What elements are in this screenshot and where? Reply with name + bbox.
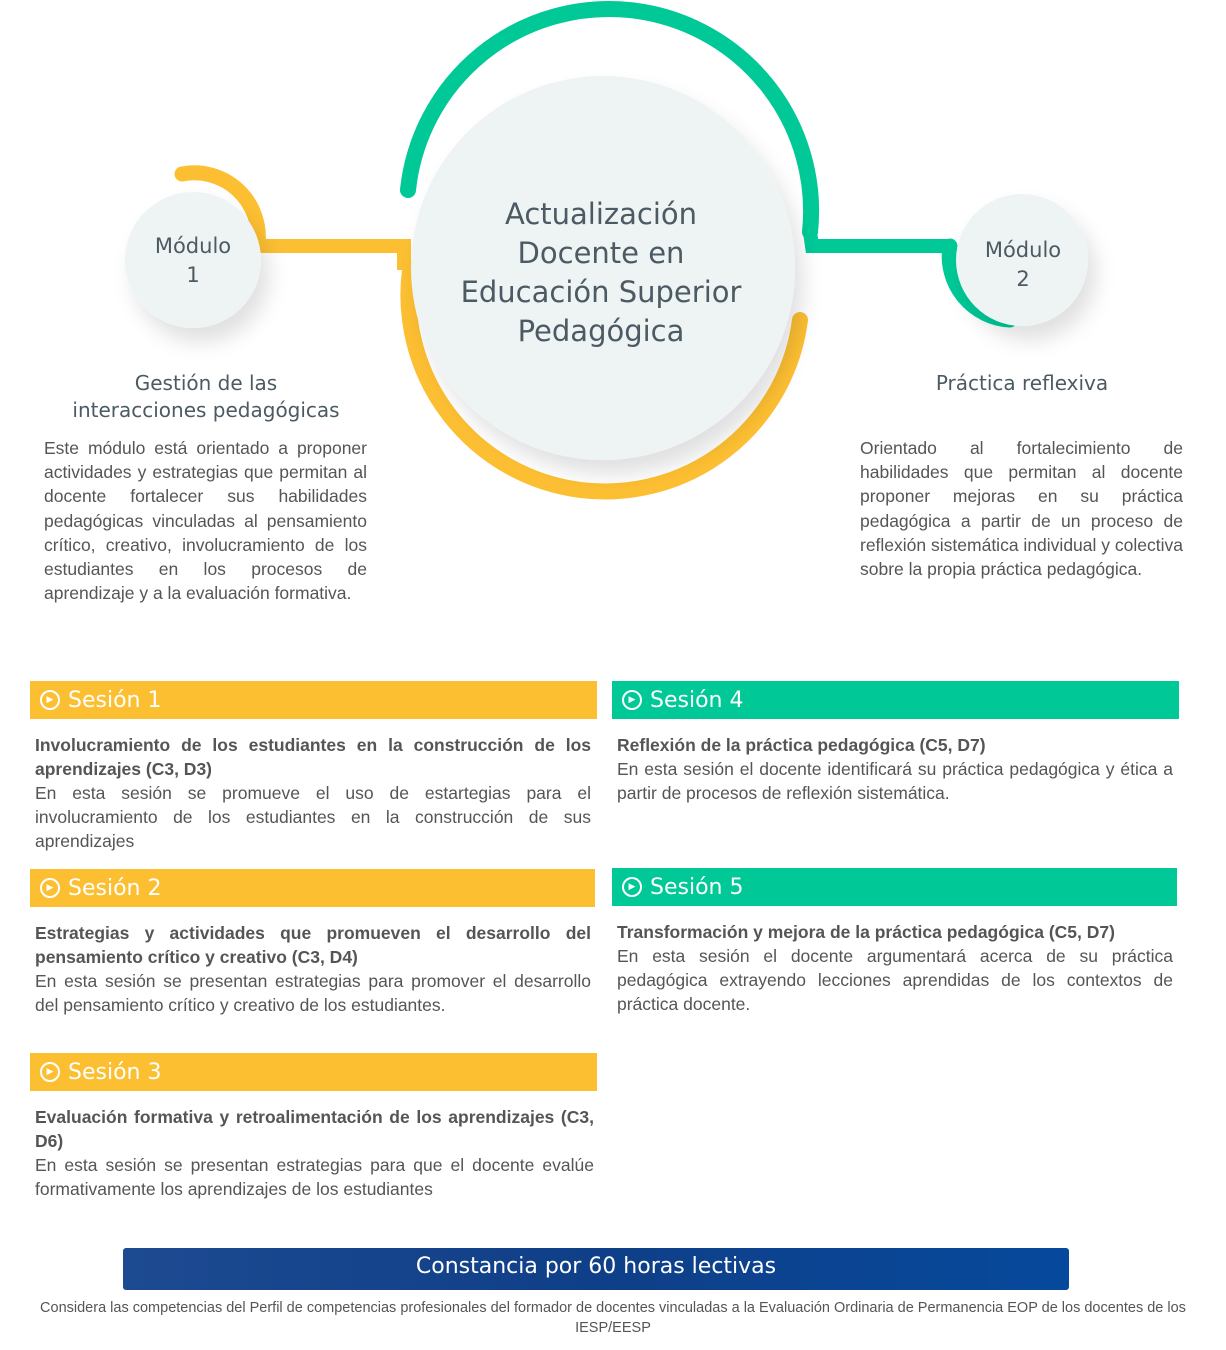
session-1-title: Involucramiento de los estudiantes en la construcción de los aprendizajes (C3, D3) [35,735,591,779]
session-3-label: Sesión 3 [68,1059,162,1085]
module-2-connector [810,232,950,246]
session-3-content [35,1105,594,1201]
module-1-label [133,232,253,290]
module-2-label-number: 2 [1016,267,1030,291]
module-2-title [880,370,1164,397]
session-4-content [617,733,1173,805]
session-1-label: Sesión 1 [68,687,162,713]
session-4-label: Sesión 4 [650,687,744,713]
module-2-description: Orientado al fortalecimiento de habilidades que permitan al docente proponer mejoras en su práctica pedagógica a partir de un proceso de reflexión sistemática individual y colectiva sobre la propia práctica pedagógica. [860,438,1183,580]
center-title-line: Pedagógica [517,314,685,348]
session-2-header [30,869,595,907]
chevron-right-circle-icon: ▶ [40,690,60,710]
session-2-body: En esta sesión se presentan estrategias para promover el desarrollo del pensamiento crítico y creativo de los estudiantes. [35,971,591,1015]
session-2-title: Estrategias y actividades que promueven el desarrollo del pensamiento crítico y creativo (C3, D4) [35,923,591,967]
center-title-line: Educación Superior [460,275,742,309]
chevron-right-circle-icon: ▶ [622,690,642,710]
module-1-connector [258,246,404,270]
session-4-body: En esta sesión el docente identificará su práctica pedagógica y ética a partir de procesos de reflexión sistemática. [617,759,1173,803]
session-5-title: Transformación y mejora de la práctica pedagógica (C5, D7) [617,922,1115,942]
module-1-label-word: Módulo [154,234,232,258]
session-5-label: Sesión 5 [650,874,744,900]
session-5-header [612,868,1177,906]
session-1-header [30,681,597,719]
module-2-label [963,236,1083,294]
module-1-label-number: 1 [186,263,200,287]
module-2-title-line: Práctica reflexiva [935,371,1109,395]
chevron-right-circle-icon: ▶ [40,878,60,898]
session-4-header [612,681,1179,719]
session-5-body: En esta sesión el docente argumentará acerca de su práctica pedagógica extrayendo lecciones aprendidas de los contextos de práctica docente. [617,946,1173,1014]
session-2-content [35,921,591,1017]
session-2-label: Sesión 2 [68,875,162,901]
session-3-title: Evaluación formativa y retroalimentación de los aprendizajes (C3, D6) [35,1107,594,1151]
session-3-body: En esta sesión se presentan estrategias para que el docente evalúe formativamente los aprendizajes de los estudiantes [35,1155,594,1199]
module-1-title-line: interacciones pedagógicas [72,398,340,422]
module-1-title-line: Gestión de las [134,371,278,395]
chevron-right-circle-icon: ▶ [40,1062,60,1082]
footer-note: Considera las competencias del Perfil de competencias profesionales del formador de docentes vinculadas a la Evaluación Ordinaria de Permanencia EOP de los docentes de los IESP/EESP [40,1300,1186,1336]
certificate-banner: Constancia por 60 horas lectivas [123,1248,1069,1290]
module-1-title [40,370,372,424]
chevron-right-circle-icon: ▶ [622,877,642,897]
module-1-description: Este módulo está orientado a proponer actividades y estrategias que permitan al docente fortalecer sus habilidades pedagógicas vinculadas al pensamiento crítico, creativo, involucramiento de los estudiantes en los procesos de aprendizaje y a la evaluación formativa. [44,438,367,604]
session-4-title: Reflexión de la práctica pedagógica (C5, D7) [617,735,986,755]
session-3-header [30,1053,597,1091]
module-2-label-word: Módulo [984,238,1062,262]
center-title-line: Actualización [504,197,698,231]
center-title [420,195,782,351]
center-title-line: Docente en [517,236,685,270]
session-1-body: En esta sesión se promueve el uso de estartegias para el involucramiento de los estudiantes en la construcción de sus aprendizajes [35,783,591,851]
session-1-content [35,733,591,853]
session-5-content [617,920,1173,1016]
